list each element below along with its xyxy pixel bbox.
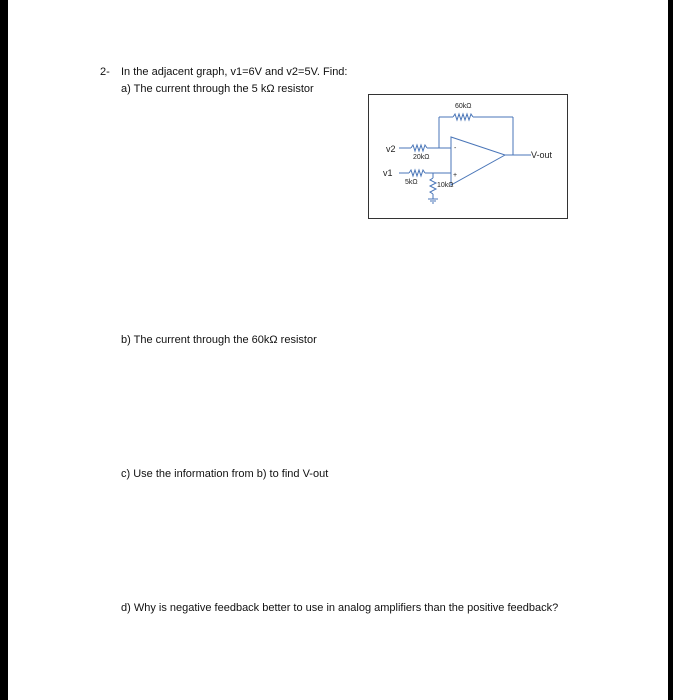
op-amp-triangle: [451, 137, 505, 185]
v2-label: v2: [386, 144, 396, 154]
part-b-text: b) The current through the 60kΩ resistor: [121, 334, 317, 346]
r10k-label: 10kΩ: [437, 182, 454, 189]
op-amp-circuit: [369, 95, 569, 220]
circuit-diagram: [368, 94, 568, 219]
r5k-label: 5kΩ: [405, 179, 418, 186]
r20k-resistor: [411, 145, 427, 151]
r60k-resistor: [453, 114, 473, 120]
r5k-resistor: [409, 170, 425, 176]
part-d-text: d) Why is negative feedback better to use in analog amplifiers than the positive feedback?: [121, 602, 559, 614]
question-intro: In the adjacent graph, v1=6V and v2=5V. Find:: [121, 66, 348, 78]
part-c-text: c) Use the information from b) to find V-out: [121, 468, 329, 480]
inverting-sign: -: [454, 145, 457, 152]
noninverting-sign: +: [453, 172, 458, 179]
r60k-label: 60kΩ: [455, 103, 472, 110]
worksheet-page: [8, 0, 668, 700]
r20k-label: 20kΩ: [413, 154, 430, 161]
part-a-text: a) The current through the 5 kΩ resistor: [121, 83, 314, 95]
v1-label: v1: [383, 168, 393, 178]
question-number: 2-: [100, 66, 110, 78]
vout-label: V-out: [531, 150, 553, 160]
r10k-resistor: [430, 178, 436, 194]
